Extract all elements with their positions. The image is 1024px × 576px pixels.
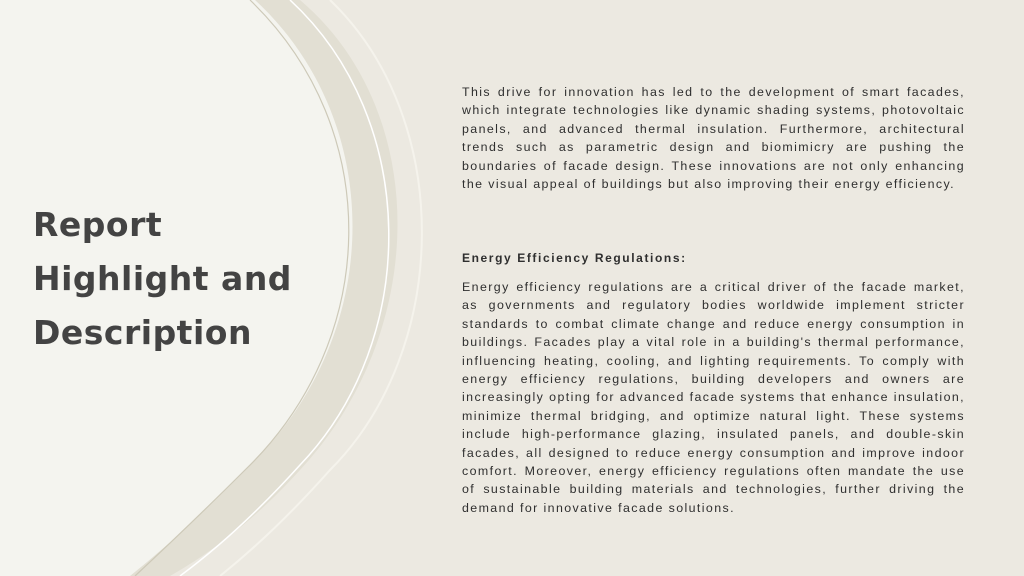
section-paragraph: Energy efficiency regulations are a critical driver of the facade market, as governments and regulatory bodies worldwide implement stricter standards to combat climate change and reduce energy consumption in buildings. Facades play a vital role in a building's thermal performance, influencing heating, cooling, and lighting requirements. To comply with energy efficiency regulations, building developers and owners are increasingly opting for advanced facade systems that enhance insulation, minimize thermal bridging, and optimize natural light. These systems include high-performance glazing, insulated panels, and double-skin facades, all designed to reduce energy consumption and improve indoor comfort. Moreover, energy efficiency regulations often mandate the use of sustainable building materials and technologies, further driving the demand for innovative facade solutions.: [462, 280, 965, 515]
title-line-2: Highlight and: [33, 259, 292, 298]
slide-title: [33, 198, 333, 360]
intro-paragraph: This drive for innovation has led to the development of smart facades, which integrate technologies like dynamic shading systems, photovoltaic panels, and advanced thermal insulation. Furthermore, architectural trends such as parametric design and biomimicry are pushing the boundaries of facade design. These innovations are not only enhancing the visual appeal of buildings but also improving their energy efficiency.: [462, 85, 965, 192]
section-heading: Energy Efficiency Regulations:: [462, 251, 687, 265]
title-line-1: Report: [33, 205, 163, 244]
title-line-3: Description: [33, 313, 252, 352]
